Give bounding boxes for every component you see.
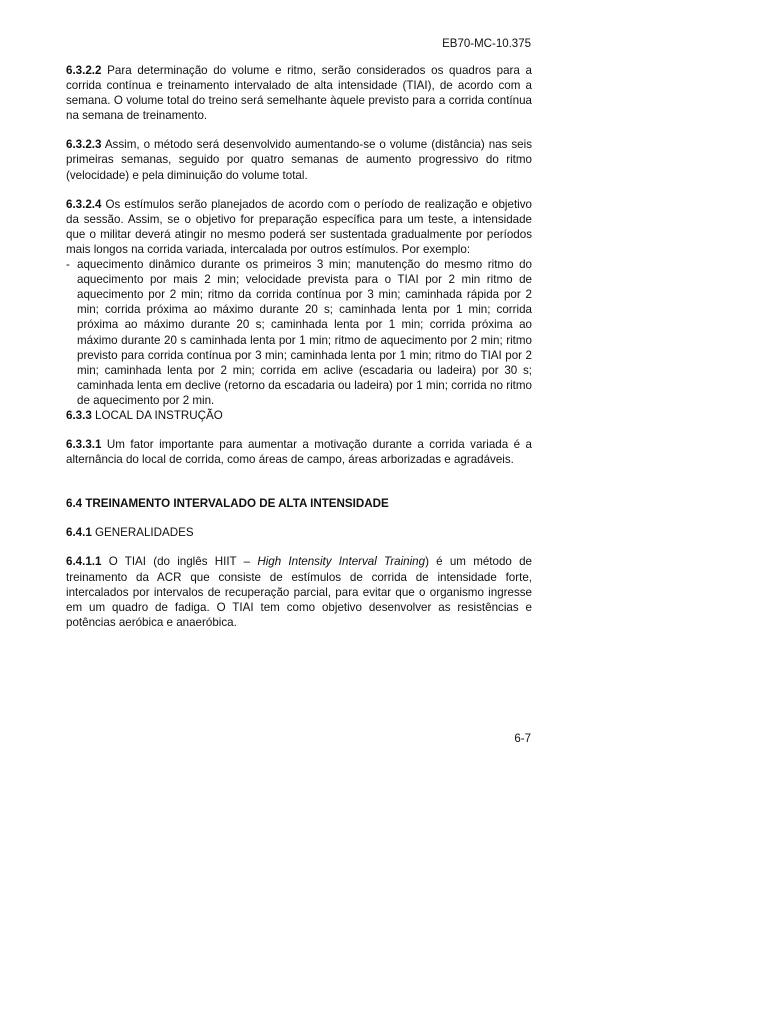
paragraph-text: Os estímulos serão planejados de acordo com o período de realização e objetivo da sessão. Assim, se o objetivo for preparação específica para um teste, a intensidade que o militar deverá atingir no mesmo poderá ser sustentada gradualmente por períodos mais longos na corrida variada, intercalada por outros estímulos. Por exemplo: bbox=[66, 197, 532, 256]
paragraph-text: Para determinação do volume e ritmo, serão considerados os quadros para a corrida contínua e treinamento intervalado de alta intensidade (TIAI), de acordo com a semana. O volume total do treino será semelhante àquele previsto para a corrida contínua na semana de treinamento. bbox=[66, 64, 532, 123]
paragraph-number: 6.3.2.4 bbox=[66, 197, 102, 211]
page-content bbox=[66, 63, 532, 630]
paragraph-text: Um fator importante para aumentar a motivação durante a corrida variada é a alternância do local de corrida, como áreas de campo, áreas arborizadas e agradáveis. bbox=[66, 438, 532, 467]
heading-number: 6.4.1 bbox=[66, 526, 92, 540]
paragraph-text: Assim, o método será desenvolvido aumentando-se o volume (distância) nas seis primeiras semanas, seguido por quatro semanas de aumento progressivo do ritmo (velocidade) e pela diminuição do volume total. bbox=[66, 138, 532, 182]
paragraph-number: 6.3.2.3 bbox=[66, 138, 102, 152]
paragraph-6-3-2-3 bbox=[66, 137, 532, 182]
paragraph-text-end: ) é um método de treinamento da ACR que consiste de estímulos de corrida de intensidade forte, intercalados por intervalos de recuperação parcial, para evitar que o organismo ingresse em um quadro de fadiga. O TIAI tem como objetivo desenvolver as resistências e potências aeróbica e anaeróbica. bbox=[66, 555, 532, 629]
heading-title: LOCAL DA INSTRUÇÃO bbox=[91, 408, 223, 422]
paragraph-6-4-1-1 bbox=[66, 554, 532, 629]
paragraph-6-3-2-4 bbox=[66, 197, 532, 257]
paragraph-number: 6.3.2.2 bbox=[66, 64, 102, 77]
paragraph-text-italic: High Intensity Interval Training bbox=[257, 555, 426, 569]
paragraph-6-3-2-2 bbox=[66, 63, 532, 123]
paragraph-number: 6.3.3.1 bbox=[66, 438, 102, 452]
paragraph-number: 6.4.1.1 bbox=[66, 555, 102, 569]
document-code: EB70-MC-10.375 bbox=[442, 38, 531, 50]
page-number: 6-7 bbox=[514, 733, 531, 745]
list-dash: - bbox=[66, 258, 70, 272]
paragraph-6-3-3-1 bbox=[66, 437, 532, 467]
list-item-text: aquecimento dinâmico durante os primeiros 3 min; manutenção do mesmo ritmo do aquecimento por mais 2 min; velocidade prevista para o TIAI por 2 min ritmo de aquecimento por 2 min; ritmo da corrida contínua por 3 min; caminhada rápida por 2 min; corrida próxima ao máximo durante 20 s; caminhada lenta por 1 min; corrida próxima ao máximo durante 20 s; caminhada lenta por 1 min; corrida próxima ao máximo durante 20 s caminhada lenta por 1 min; ritmo de aquecimento por 2 min; ritmo previsto para corrida contínua por 3 min; caminhada lenta por 1 min; ritmo do TIAI por 2 min; caminhada lenta por 2 min; corrida em aclive (escadaria ou ladeira) por 30 s; caminhada lenta em declive (retorno da escadaria ou ladeira) por 1 min; corrida no ritmo de aquecimento por 2 min. bbox=[77, 258, 532, 407]
heading-title: GENERALIDADES bbox=[91, 526, 194, 540]
heading-6-4: 6.4 TREINAMENTO INTERVALADO DE ALTA INTENSIDADE bbox=[66, 497, 389, 511]
example-list-item bbox=[66, 257, 532, 408]
heading-number: 6.3.3 bbox=[66, 408, 92, 422]
paragraph-text-start: O TIAI (do inglês HIIT – bbox=[101, 555, 258, 569]
heading-6-3-3 bbox=[66, 408, 532, 423]
heading-6-4-1 bbox=[66, 525, 532, 540]
